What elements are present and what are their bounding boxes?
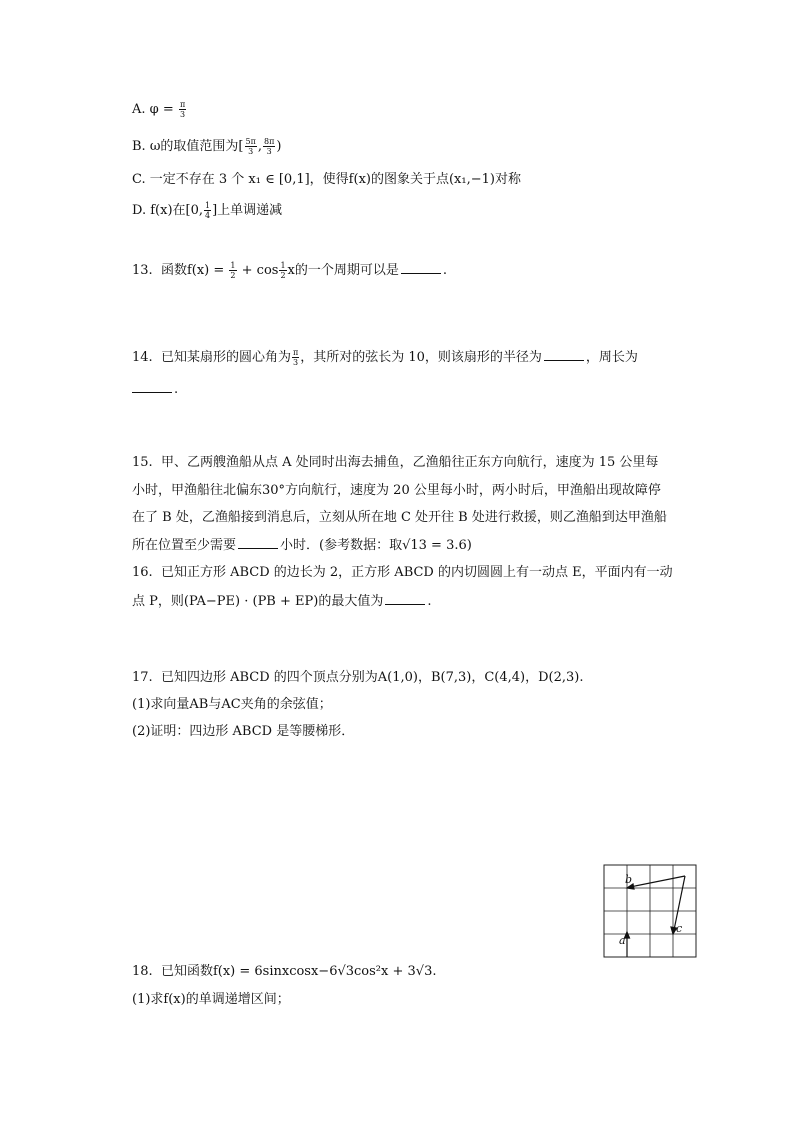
question-13: 13. 函数f(x) = $\frac{1}{2}$ + cos $\frac{1}{2}$ x的一个周期可以是 . — [132, 261, 448, 280]
option-c — [132, 170, 521, 190]
option-d-text-post: ]上单调递减 — [212, 203, 283, 218]
question-14: 14. 已知某扇形的圆心角为 $\frac{\pi}{3}$ ，其所对的弦长为 10，则该扇形的半径为 ，周长为 — [132, 348, 638, 367]
question-17-line1: 17. 已知四边形 ABCD 的四个顶点分别为A(1,0)，B(7,3)，C(4,4)，D(2,3). — [132, 670, 584, 685]
option-b: B. ω的取值范围为[ $\frac{5\pi}{3}$ , $\frac{8\pi}{3}$ ) — [132, 137, 282, 156]
question-17-part2: (2)证明：四边形 ABCD 是等腰梯形． — [132, 724, 355, 739]
option-b-text-pre: ω的取值范围为[ — [149, 139, 244, 154]
grid-lines — [604, 865, 696, 957]
answer-blank — [132, 380, 172, 393]
answer-blank — [238, 536, 278, 549]
option-a-label: A. — [132, 102, 146, 117]
option-b-text-post: ) — [276, 139, 282, 154]
vector-grid-figure — [603, 864, 697, 958]
label-b: b — [625, 873, 633, 886]
question-16-line2: 点 P，则(PA−PE) · (PB + EP)的最大值为 . — [132, 594, 432, 609]
option-d-text-pre: f(x)在[0, — [150, 203, 203, 218]
option-b-label: B. — [132, 139, 146, 154]
option-d: D. f(x)在[0, $\frac{1}{4}$ ]上单调递减 — [132, 201, 283, 220]
question-15-line1: 15. 甲、乙两艘渔船从点 A 处同时出海去捕鱼，乙渔船往正东方向航行，速度为 15 公里每 — [132, 455, 659, 470]
fraction-pi-over-3: $\frac{\pi}{3}$ — [179, 100, 186, 119]
question-15-line3: 在了 B 处，乙渔船接到消息后，立刻从所在地 C 处开往 B 处进行救援，则乙渔船到达甲渔船 — [132, 510, 667, 525]
answer-blank — [544, 348, 584, 361]
answer-blank — [385, 592, 425, 605]
question-16-line1: 16. 已知正方形 ABCD 的边长为 2，正方形 ABCD 的内切圆圆上有一动点 E，平面内有一动 — [132, 565, 673, 580]
label-c: c — [676, 922, 683, 935]
option-c-text: 一定不存在 3 个 x₁ ∈ [0,1]，使得f(x)的图象关于点(x₁,−1)对称 — [149, 172, 521, 187]
label-a: a — [619, 934, 626, 947]
option-a — [132, 100, 187, 120]
question-14-line2: . — [132, 380, 178, 400]
question-15-line4: 所在位置至少需要 小时．(参考数据：取√13 = 3.6) — [132, 538, 472, 553]
question-17-part1: (1)求向量AB与AC夹角的余弦值； — [132, 697, 332, 712]
option-d-label: D. — [132, 203, 147, 218]
option-c-label: C. — [132, 172, 146, 187]
option-a-text: φ = — [149, 102, 174, 117]
question-18-part1: (1)求f(x)的单调递增区间； — [132, 992, 290, 1007]
vector-b — [627, 876, 685, 889]
question-15-line2: 小时，甲渔船往北偏东30°方向航行，速度为 20 公里每小时，两小时后，甲渔船出现故障停 — [132, 483, 661, 498]
answer-blank — [401, 261, 441, 274]
question-18-line1: 18. 已知函数f(x) = 6sinxcosx−6√3cos²x + 3√3. — [132, 964, 437, 979]
